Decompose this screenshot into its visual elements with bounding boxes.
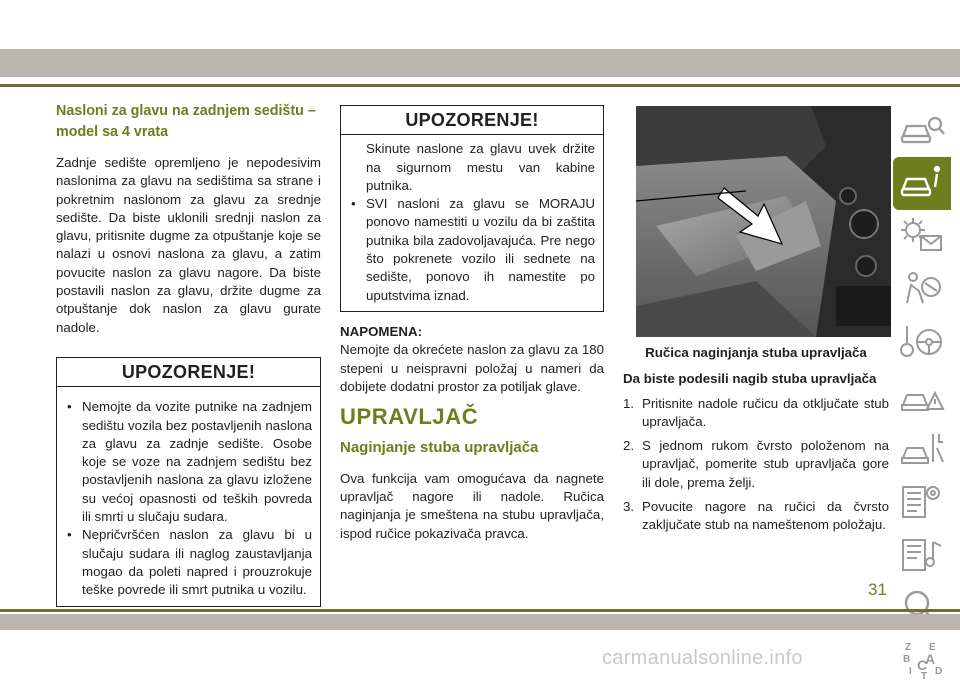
svg-text:I: I [909, 666, 912, 677]
tab-specifications[interactable] [893, 475, 951, 528]
subsection-title: Naginjanje stuba upravljača [340, 439, 539, 457]
service-tools-icon [899, 428, 945, 468]
svg-text:D: D [935, 666, 943, 677]
list-item: 2. S jednom rukom čvrsto položenom na upravljač, pomerite stub upravljača gore ili dole, prema želji. [623, 438, 889, 490]
tab-index[interactable] [893, 634, 951, 687]
airbag-safety-icon [899, 269, 945, 309]
warning-item: • Nepričvršćen naslon za glavu bi u slučaju sudara ili naglog zaustavljanja mogao da poleti napred i prouzrokuje teške povrede ili smrt putnika u vozilu. [67, 527, 312, 598]
header-band [0, 49, 960, 77]
steering-column-image [636, 106, 891, 337]
warning-item: Skinute naslone za glavu uvek držite na sigurnom mestu van kabine putnika. [366, 141, 595, 193]
watermark: carmanualsonline.info [602, 647, 803, 669]
emergency-triangle-icon [899, 375, 945, 415]
warning-box [340, 105, 604, 312]
section-heading: Nasloni za glavu na zadnjem sedištu – model sa 4 vrata [56, 103, 316, 140]
tab-car-search[interactable] [893, 104, 951, 157]
note-text: Nemojte da okrećete naslon za glavu za 180 stepeni u neispravni položaj u nameri da dobijete dodatni prostor za potiljak glave. [340, 342, 604, 394]
column-middle [340, 105, 604, 543]
specifications-icon [899, 481, 945, 521]
warning-title: UPOZORENJE! [57, 358, 320, 387]
multimedia-icon [899, 534, 945, 574]
tab-starting-driving[interactable] [893, 316, 951, 369]
column-right [623, 106, 889, 541]
warning-box [56, 357, 321, 607]
index-icon [899, 640, 945, 680]
warning-item: • SVI nasloni za glavu se MORAJU ponovo namestiti u vozilu da bi zaštita putnika bila zadovoljavajuća. Pre nego što pokrenete vozilo ili sednete na sedište, ponovo ih namestite po uputstvima iznad. [351, 196, 595, 303]
svg-text:E: E [929, 642, 936, 653]
page-number: 31 [868, 580, 887, 599]
svg-text:C: C [917, 657, 928, 673]
warning-title: UPOZORENJE! [341, 106, 603, 135]
tab-safety[interactable] [893, 263, 951, 316]
svg-text:B: B [903, 654, 911, 665]
header-rule [0, 84, 960, 87]
starting-driving-icon [899, 322, 945, 362]
tab-servicing[interactable] [893, 422, 951, 475]
chapter-title: UPRAVLJAČ [340, 404, 479, 430]
headrest-paragraph: Zadnje sedište opremljeno je nepodesivim naslonima za glavu na sedištima sa strane i pokretnim naslonom za glavu za srednje sedište. Da biste uklonili srednji naslon za glavu, pritisnite dugme za otpuštanje koje se nalazi u osnovi naslona za glavu, a zatim povucite naslon za glavu nagore. Da biste postavili naslon za glavu, držite dugme za otpuštanje dok naslon za glavu gurate nadole. [56, 155, 321, 335]
tab-car-info[interactable] [893, 157, 951, 210]
tab-multimedia[interactable] [893, 528, 951, 581]
column-left [56, 101, 321, 607]
subsection-text: Ova funkcija vam omogućava da nagnete upravljač nagore ili nadole. Ručica naginjanja je smeštena na stubu upravljača, ispod ručice pokazivača pravca. [340, 470, 604, 541]
svg-text:Z: Z [905, 642, 912, 653]
car-info-icon [899, 163, 945, 203]
steps-heading: Da biste podesili nagib stuba upravljača [623, 371, 877, 387]
warning-item: • Nemojte da vozite putnike na zadnjem sedištu vozila bez postavljenih naslona za glavu za zadnje sedište. Osobe koje se voze na zadnjem sedištu bez postavljenih naslona za glavu izložene su većoj opasnosti od teških povreda ili smrti u slučaju sudara. [67, 399, 312, 525]
footer-band [0, 614, 960, 630]
svg-text:T: T [921, 671, 928, 680]
list-item: 3. Povucite nagore na ručici da čvrsto zaključate stub na nameštenom položaju. [623, 499, 889, 533]
tab-warning-lights[interactable] [893, 210, 951, 263]
warning-light-message-icon [899, 216, 945, 256]
footer-rule [0, 609, 960, 612]
car-search-icon [899, 110, 945, 150]
chapter-tabs [893, 104, 951, 687]
list-item: 1. Pritisnite nadole ručicu da otključate stub upravljača. [623, 395, 889, 429]
figure-caption: Ručica naginjanja stuba upravljača [645, 345, 867, 360]
svg-text:A: A [925, 651, 936, 667]
note-label: NAPOMENA: [340, 323, 422, 339]
tilt-lever-photo [636, 106, 891, 337]
tab-emergency[interactable] [893, 369, 951, 422]
